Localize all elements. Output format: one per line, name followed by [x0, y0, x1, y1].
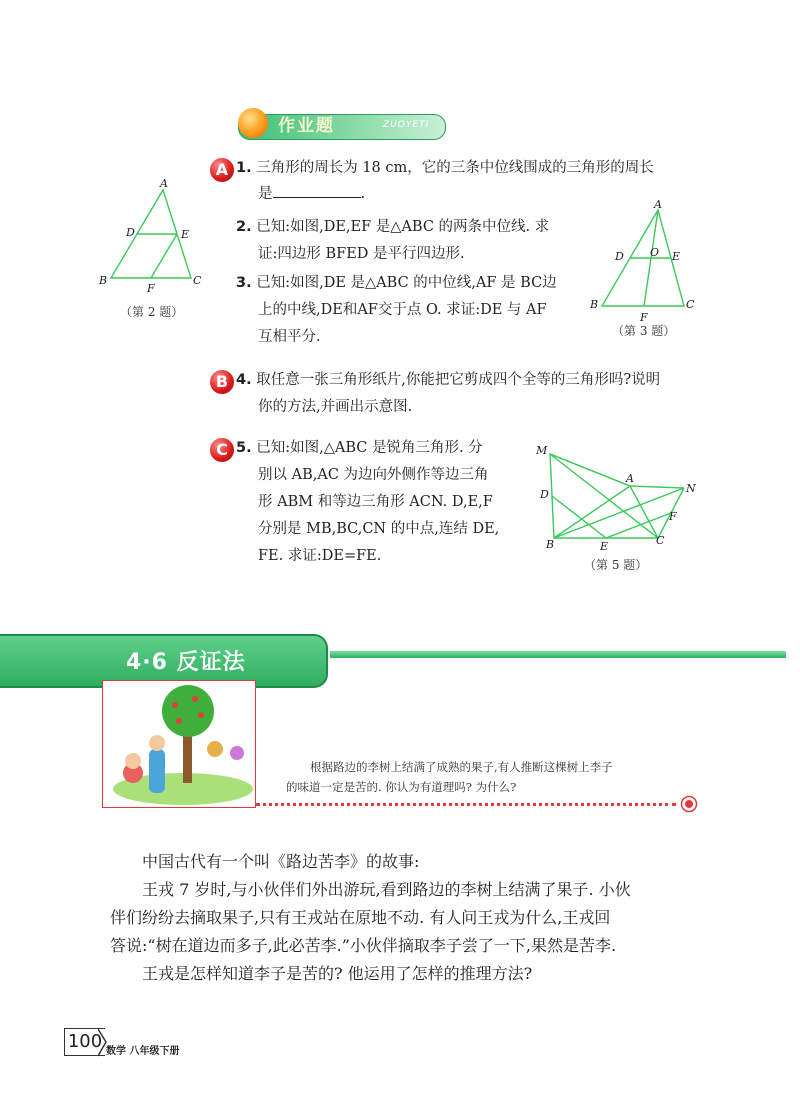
level-b-badge-icon: B [210, 370, 234, 394]
body-paragraph-2c: 答说:“树在道边而多子,此必苦李.”小伙伴摘取李子尝了一下,果然是苦李. [110, 936, 617, 955]
plum-tree-illustration [103, 681, 255, 807]
question-1-text: 三角形的周长为 18 cm，它的三条中位线围成的三角形的周长 [256, 160, 654, 176]
question-5-line1: 已知:如图,△ABC 是锐角三角形. 分 [256, 440, 483, 456]
fig5-label-a: A [626, 472, 634, 485]
body-paragraph-3: 王戎是怎样知道李子是苦的? 他运用了怎样的推理方法? [142, 964, 533, 983]
fig2-label-d: D [126, 226, 135, 239]
book-title-footer: 数学 八年级下册 [106, 1046, 180, 1057]
homework-pinyin: ZUOYETI [383, 120, 430, 130]
figure-3-triangle [586, 196, 706, 326]
figure-5-diagram [530, 440, 710, 555]
target-circle-icon [680, 795, 698, 813]
question-1-line2 [258, 181, 365, 208]
question-1-text-after: 是 [258, 186, 273, 202]
fig3-label-o: O [650, 246, 660, 259]
fig5-segment-de [552, 496, 606, 538]
question-4-line2: 你的方法,并画出示意图. [258, 399, 413, 415]
fig2-label-b: B [99, 274, 108, 287]
question-3-number: 3. [236, 275, 252, 291]
question-1 [236, 155, 706, 182]
question-4-line1: 取任意一张三角形纸片,你能把它剪成四个全等的三角形吗?说明 [256, 372, 661, 388]
fig2-label-c: C [193, 274, 202, 287]
body-paragraph-2b: 伴们纷纷去摘取果子,只有王戎站在原地不动. 有人问王戎为什么,王戎回 [110, 908, 611, 927]
dotted-divider [256, 803, 676, 806]
fig3-label-e: E [672, 250, 681, 263]
story-body [110, 848, 710, 988]
fig3-label-d: D [615, 250, 624, 263]
fig3-label-c: C [686, 298, 695, 311]
question-2-line1: 已知:如图,DE,EF 是△ABC 的两条中位线. 求 [256, 219, 550, 235]
section-banner-rule [330, 651, 786, 658]
intro-line2: 的味道一定是苦的. 你认为有道理吗? 为什么? [286, 780, 517, 794]
question-3-line2: 上的中线,DE和AF交于点 O. 求证:DE 与 AF [258, 302, 547, 318]
story-illustration-frame [102, 680, 256, 808]
page-number: 100 [64, 1028, 105, 1056]
fig2-label-a: A [160, 177, 168, 190]
fig3-label-b: B [590, 298, 599, 311]
fig5-label-n: N [686, 482, 696, 495]
figure-3-caption: （第 3 题） [612, 324, 676, 338]
fig5-segment-ab [554, 486, 630, 538]
answer-blank[interactable] [273, 183, 361, 198]
fig3-label-a: A [654, 198, 662, 211]
level-a-badge-icon: A [210, 158, 234, 182]
fig5-label-f: F [669, 510, 677, 523]
fig2-segment-ef [151, 234, 177, 278]
level-c-badge-icon: C [210, 438, 234, 462]
question-4-number: 4. [236, 372, 252, 388]
question-5-line4: 分别是 MB,BC,CN 的中点,连结 DE, [258, 521, 500, 537]
intro-question [286, 757, 686, 797]
question-4 [236, 367, 716, 421]
question-3-line1: 已知:如图,DE 是△ABC 的中位线,AF 是 BC边 [256, 275, 557, 291]
question-2-number: 2. [236, 219, 252, 235]
question-5-line3: 形 ABM 和等边三角形 ACN. D,E,F [258, 494, 493, 510]
fig5-label-d: D [540, 488, 549, 501]
question-5-line5: FE. 求证:DE=FE. [258, 548, 382, 564]
body-paragraph-1: 中国古代有一个叫《路边苦李》的故事: [142, 852, 420, 871]
fig5-label-m: M [536, 444, 548, 457]
orange-orb-icon [238, 108, 268, 138]
question-5-number: 5. [236, 440, 252, 456]
question-5-line2: 别以 AB,AC 为边向外侧作等边三角 [258, 467, 489, 483]
fig5-segment-an [630, 486, 684, 488]
body-paragraph-2a: 王戎 7 岁时,与小伙伴们外出游玩,看到路边的李树上结满了果子. 小伙 [142, 880, 631, 899]
section-title: 4·6 反证法 [126, 650, 246, 675]
question-2 [236, 214, 576, 268]
figure-5-caption: （第 5 题） [584, 558, 648, 572]
intro-line1: 根据路边的李树上结满了成熟的果子,有人推断这棵树上李子 [310, 760, 613, 774]
fig5-label-b: B [546, 538, 555, 551]
fig3-label-f: F [640, 311, 648, 324]
fig5-segment-mc [550, 454, 658, 538]
question-2-line2: 证:四边形 BFED 是平行四边形. [258, 246, 465, 262]
homework-title: 作业题 [278, 116, 335, 136]
fig5-label-c: C [656, 534, 665, 547]
fig5-label-e: E [600, 540, 609, 553]
fig2-label-f: F [147, 282, 155, 295]
question-5 [236, 435, 536, 570]
question-1-number: 1. [236, 160, 252, 176]
question-3-line3: 互相平分. [258, 329, 321, 345]
figure-2-caption: （第 2 题） [120, 305, 184, 319]
fig2-label-e: E [181, 228, 190, 241]
question-1-end: . [360, 186, 366, 202]
fig5-segment-ma [550, 454, 630, 486]
question-3 [236, 270, 576, 351]
figure-2-triangle [95, 172, 215, 322]
